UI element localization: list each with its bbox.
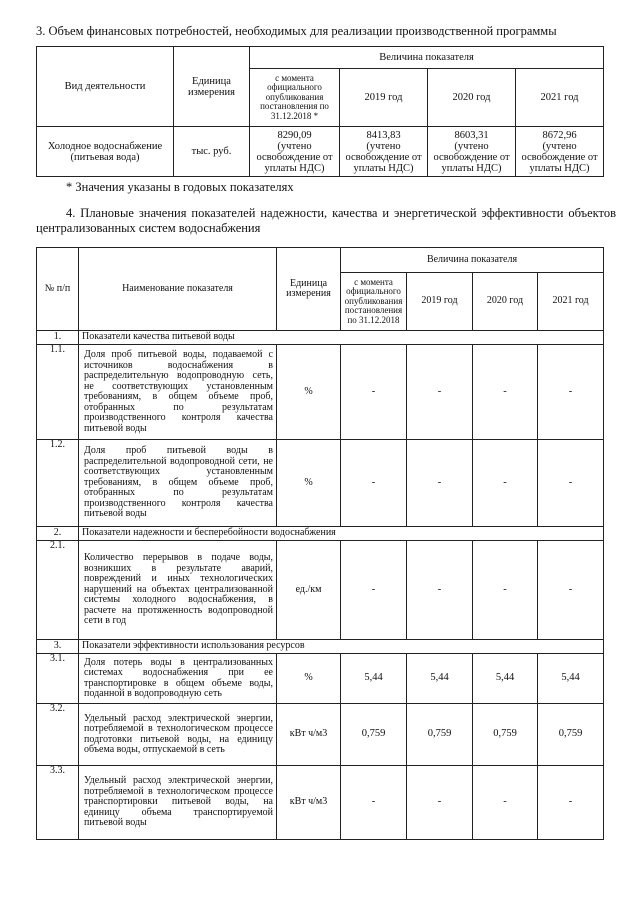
row-value: 5,44 (473, 654, 538, 704)
financial-needs-table (36, 46, 604, 177)
header-year-2021: 2021 год (538, 273, 604, 331)
row-value: - (341, 766, 407, 840)
header-num: № п/п (37, 248, 79, 331)
section-row (37, 527, 604, 541)
row-unit: ед./км (277, 541, 341, 640)
row-value: - (473, 440, 538, 527)
row-num: 3. (37, 640, 79, 654)
header-unit: Единица измерения (277, 248, 341, 331)
row-value: - (473, 345, 538, 440)
value-cell-base (250, 127, 340, 177)
value-cell-2021 (516, 127, 604, 177)
row-value: - (407, 541, 473, 640)
row-unit: % (277, 440, 341, 527)
header-base-period: с момента официального опубликования постановления по 31.12.2018 * (250, 69, 340, 127)
row-value: 0,759 (538, 704, 604, 766)
row-num: 3.1. (37, 654, 79, 704)
row-value: - (473, 541, 538, 640)
row-name: Доля проб питьевой воды, подаваемой с источников водоснабжения в распределительную водопроводную сеть, не соответствующих установленным требованиям, в общем объеме проб, отобранных по результатам производственного контроля качества питьевой воды (79, 345, 277, 440)
section-name: Показатели качества питьевой воды (79, 331, 604, 345)
header-values: Величина показателя (341, 248, 604, 273)
value-amount: 8413,83 (366, 129, 401, 141)
row-num: 1.1. (37, 345, 79, 440)
row-value: 5,44 (341, 654, 407, 704)
row-num: 3.2. (37, 704, 79, 766)
header-year-2020: 2020 год (428, 69, 516, 127)
row-num: 1.2. (37, 440, 79, 527)
row-value: - (538, 766, 604, 840)
value-amount: 8290,09 (277, 129, 312, 141)
table-row (37, 704, 604, 766)
table-row (37, 654, 604, 704)
row-unit: кВт ч/м3 (277, 766, 341, 840)
row-num: 1. (37, 331, 79, 345)
row-num: 2. (37, 527, 79, 541)
header-unit: Единица измерения (174, 47, 250, 127)
row-name: Доля потерь воды в централизованных системах водоснабжения при ее транспортировке в общем объеме воды, поданной в водопроводную сеть (79, 654, 277, 704)
value-note: (учтено освобождение от уплаты НДС) (433, 140, 510, 174)
row-value: - (407, 766, 473, 840)
footnote: * Значения указаны в годовых показателях (66, 180, 294, 194)
row-num: 2.1. (37, 541, 79, 640)
table-row (37, 440, 604, 527)
row-value: 5,44 (407, 654, 473, 704)
section3-title: 3. Объем финансовых потребностей, необходимых для реализации производственной программы (36, 24, 557, 38)
value-note: (учтено освобождение от уплаты НДС) (256, 140, 333, 174)
row-value: - (538, 345, 604, 440)
header-year-2019: 2019 год (407, 273, 473, 331)
row-value: - (407, 345, 473, 440)
header-year-2020: 2020 год (473, 273, 538, 331)
row-value: - (341, 440, 407, 527)
row-value: - (538, 541, 604, 640)
row-value: 0,759 (407, 704, 473, 766)
row-name: Удельный расход электрической энергии, потребляемой в технологическом процессе транспортировки питьевой воды, на единицу объема транспортируемой питьевой воды (79, 766, 277, 840)
row-value: 0,759 (341, 704, 407, 766)
row-value: 0,759 (473, 704, 538, 766)
header-values: Величина показателя (250, 47, 604, 69)
header-base-period: с момента официального опубликования постановления по 31.12.2018 (341, 273, 407, 331)
table-row (37, 541, 604, 640)
value-note: (учтено освобождение от уплаты НДС) (521, 140, 598, 174)
header-activity: Вид деятельности (37, 47, 174, 127)
value-cell-2020 (428, 127, 516, 177)
value-cell-2019 (340, 127, 428, 177)
row-unit: кВт ч/м3 (277, 704, 341, 766)
row-name: Доля проб питьевой воды в распределительной водопроводной сети, не соответствующих установленным требованиям, в общем объеме проб, отобранных по результатам производственного контроля качества питьевой воды (79, 440, 277, 527)
row-unit: % (277, 345, 341, 440)
row-value: - (407, 440, 473, 527)
row-value: - (341, 345, 407, 440)
section-name: Показатели надежности и бесперебойности водоснабжения (79, 527, 604, 541)
header-name: Наименование показателя (79, 248, 277, 331)
value-note: (учтено освобождение от уплаты НДС) (345, 140, 422, 174)
section-name: Показатели эффективности использования ресурсов (79, 640, 604, 654)
table-row (37, 766, 604, 840)
row-value: 5,44 (538, 654, 604, 704)
row-num: 3.3. (37, 766, 79, 840)
row-value: - (341, 541, 407, 640)
header-year-2021: 2021 год (516, 69, 604, 127)
section-row (37, 331, 604, 345)
row-activity: Холодное водоснабжение (питьевая вода) (37, 127, 174, 177)
row-value: - (538, 440, 604, 527)
row-unit: % (277, 654, 341, 704)
row-name: Удельный расход электрической энергии, потребляемой в технологическом процессе подготовки питьевой воды, на единицу объема воды, отпускаемой в сеть (79, 704, 277, 766)
value-amount: 8672,96 (542, 129, 577, 141)
row-value: - (473, 766, 538, 840)
value-amount: 8603,31 (454, 129, 489, 141)
indicators-table (36, 247, 604, 840)
section-row (37, 640, 604, 654)
row-name: Количество перерывов в подаче воды, возникших в результате аварий, повреждений и иных технологических нарушений на объектах централизованной системы холодного водоснабжения, в расчете на протяженность водопроводной сети в год (79, 541, 277, 640)
section4-title: 4. Плановые значения показателей надежности, качества и энергетической эффективности объектов централизованных систем водоснабжения (36, 206, 616, 235)
header-year-2019: 2019 год (340, 69, 428, 127)
row-unit: тыс. руб. (174, 127, 250, 177)
table-row (37, 345, 604, 440)
